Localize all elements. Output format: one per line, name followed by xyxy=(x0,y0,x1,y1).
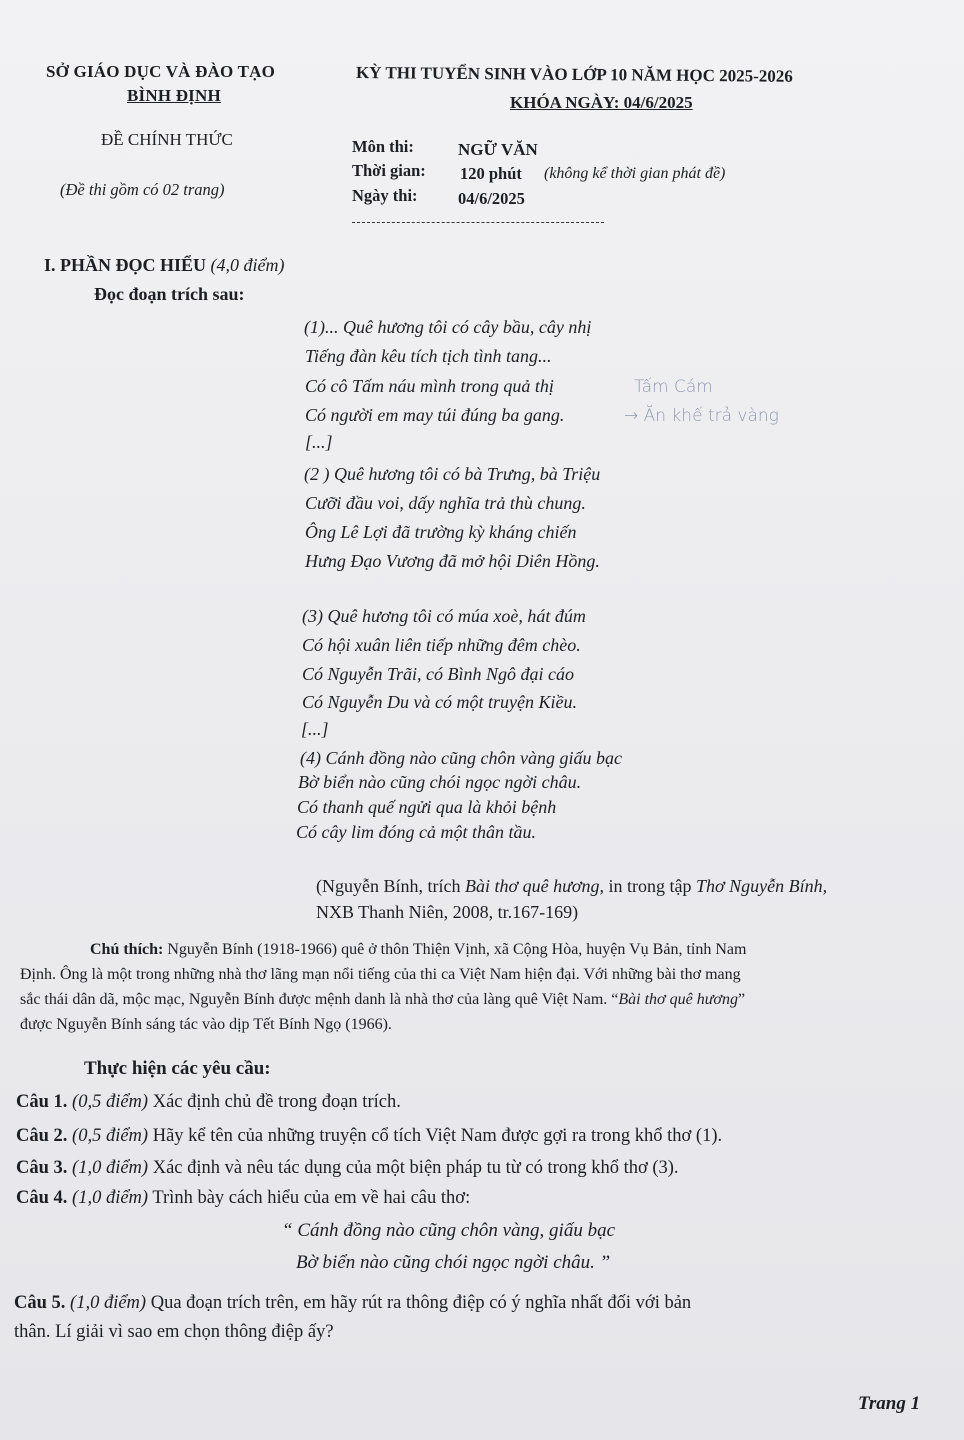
footnote-text: Nguyễn Bính (1918-1966) quê ở thôn Thiện Vịnh, xã Cộng Hòa, huyện Vụ Bản, tỉnh Nam xyxy=(163,941,747,958)
poem-title: Bài thơ quê hương xyxy=(618,991,738,1008)
subject-label: Môn thi: xyxy=(352,137,414,156)
question-points: (0,5 điểm) xyxy=(67,1092,149,1112)
source-text: in trong tập xyxy=(604,876,697,896)
question-text: Xác định và nêu tác dụng của một biện pháp tu từ có trong khổ thơ (3). xyxy=(148,1158,679,1178)
time-value: 120 phút xyxy=(460,164,522,183)
collection-title: Thơ Nguyễn Bính, xyxy=(696,876,828,896)
poem-line: Có hội xuân liên tiếp những đêm chèo. xyxy=(302,635,581,655)
footnote-label: Chú thích: xyxy=(90,941,164,958)
exam-title: KỲ THI TUYỂN SINH VÀO LỚP 10 NĂM HỌC 2025-2026 xyxy=(355,63,793,86)
question-label: Câu 4. xyxy=(16,1188,68,1208)
section-heading xyxy=(44,255,285,276)
header-divider xyxy=(352,222,604,223)
question-label: Câu 1. xyxy=(16,1092,68,1112)
poem-line: (4) Cánh đồng nào cũng chôn vàng giấu bạc xyxy=(300,748,622,768)
poem-line: Bờ biển nào cũng chói ngọc ngời châu. xyxy=(298,772,582,792)
exam-date-line: KHÓA NGÀY: 04/6/2025 xyxy=(510,93,693,112)
question-1 xyxy=(16,1092,401,1113)
poem-line: Có cô Tấm náu mình trong quả thị xyxy=(305,376,554,396)
source-citation-line2: NXB Thanh Niên, 2008, tr.167-169) xyxy=(316,902,579,922)
poem-line: Hưng Đạo Vương đã mở hội Diên Hồng. xyxy=(305,551,600,571)
question-text: Qua đoạn trích trên, em hãy rút ra thông điệp có ý nghĩa nhất đối với bản xyxy=(146,1293,692,1313)
question-4 xyxy=(16,1188,470,1209)
question-text: Hãy kể tên của những truyện cổ tích Việt Nam được gợi ra trong khổ thơ (1). xyxy=(148,1126,723,1146)
poem-line: Ông Lê Lợi đã trường kỳ kháng chiến xyxy=(305,522,577,542)
official-label: ĐỀ CHÍNH THỨC xyxy=(101,130,233,149)
poem-line: (3) Quê hương tôi có múa xoè, hát đúm xyxy=(302,606,586,626)
time-note: (không kể thời gian phát đề) xyxy=(544,165,726,182)
question-points: (0,5 điểm) xyxy=(67,1126,149,1146)
question-text: Xác định chủ đề trong đoạn trích. xyxy=(148,1092,401,1112)
date-label: Ngày thi: xyxy=(352,186,418,205)
poem-line: Có Nguyễn Du và có một truyện Kiều. xyxy=(302,692,577,712)
footnote-text: sắc thái dân dã, mộc mạc, Nguyễn Bính được mệnh danh là nhà thơ của làng quê Việt Nam. “ xyxy=(20,991,619,1008)
question-points: (1,0 điểm) xyxy=(65,1293,147,1313)
section-points: (4,0 điểm) xyxy=(210,255,285,275)
tasks-title: Thực hiện các yêu cầu: xyxy=(84,1058,271,1079)
question-4-quote: “ Cánh đồng nào cũng chôn vàng, giấu bạc xyxy=(282,1220,616,1241)
handwritten-note: Tấm Cám xyxy=(634,377,713,397)
handwritten-note: → Ăn khế trả vàng xyxy=(624,406,779,426)
source-text: (Nguyễn Bính, trích xyxy=(316,876,465,896)
poem-line: Có người em may túi đúng ba gang. xyxy=(305,405,565,425)
question-2 xyxy=(16,1126,722,1147)
reading-intro: Đọc đoạn trích sau: xyxy=(94,284,245,304)
question-5 xyxy=(14,1293,691,1314)
footnote-line: được Nguyễn Bính sáng tác vào dịp Tết Bính Ngọ (1966). xyxy=(20,1016,392,1033)
poem-ellipsis: [...] xyxy=(305,432,333,452)
question-text: Trình bày cách hiểu của em về hai câu thơ: xyxy=(148,1188,471,1208)
page-number: Trang 1 xyxy=(858,1393,921,1414)
poem-line: Có thanh quế ngửi qua là khỏi bệnh xyxy=(297,797,557,817)
pages-note: (Đề thi gồm có 02 trang) xyxy=(60,180,225,199)
question-label: Câu 5. xyxy=(14,1293,66,1313)
question-3 xyxy=(16,1158,679,1179)
section-title: I. PHẦN ĐỌC HIỂU xyxy=(44,255,207,275)
footnote-text: ” xyxy=(737,991,746,1008)
footnote-line xyxy=(90,937,746,962)
footnote-line: Định. Ông là một trong những nhà thơ lãng mạn nổi tiếng của thi ca Việt Nam hiện đại. Với những bài thơ mang xyxy=(20,966,741,983)
time-label: Thời gian: xyxy=(352,161,426,180)
footnote-line xyxy=(20,987,745,1012)
province-name: BÌNH ĐỊNH xyxy=(127,86,221,105)
question-4-quote: Bờ biển nào cũng chói ngọc ngời châu. ” xyxy=(296,1252,611,1273)
poem-ellipsis: [...] xyxy=(301,719,329,739)
subject-value: NGỮ VĂN xyxy=(458,140,538,159)
department-name: SỞ GIÁO DỤC VÀ ĐÀO TẠO xyxy=(46,62,276,81)
source-citation-line1 xyxy=(316,876,827,897)
question-5-continued: thân. Lí giải vì sao em chọn thông điệp ấy? xyxy=(14,1322,334,1342)
poem-title: Bài thơ quê hương, xyxy=(464,876,605,896)
poem-line: (1)... Quê hương tôi có cây bầu, cây nhị xyxy=(304,317,592,337)
poem-line: Tiếng đàn kêu tích tịch tình tang... xyxy=(305,346,552,366)
poem-line: Có cây lim đóng cả một thân tầu. xyxy=(296,822,536,842)
poem-line: (2 ) Quê hương tôi có bà Trưng, bà Triệu xyxy=(304,464,601,484)
poem-line: Cưỡi đầu voi, dấy nghĩa trả thù chung. xyxy=(305,493,586,513)
question-points: (1,0 điểm) xyxy=(67,1188,149,1208)
question-label: Câu 3. xyxy=(16,1158,68,1178)
question-points: (1,0 điểm) xyxy=(67,1158,149,1178)
date-value: 04/6/2025 xyxy=(458,189,525,208)
poem-line: Có Nguyễn Trãi, có Bình Ngô đại cáo xyxy=(302,664,574,684)
question-label: Câu 2. xyxy=(16,1126,68,1146)
